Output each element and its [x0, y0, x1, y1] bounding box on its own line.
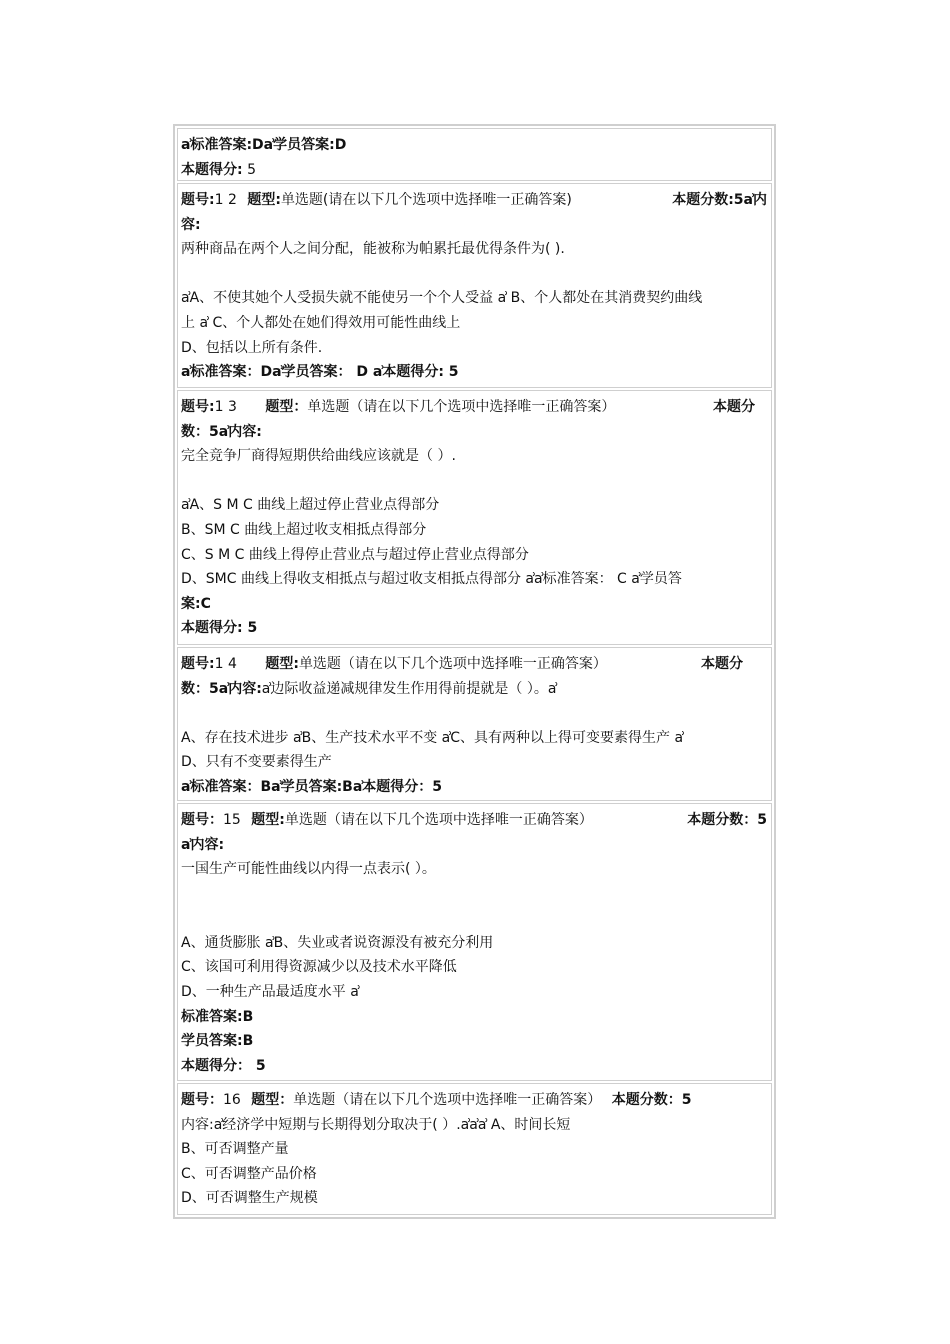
question-13: [177, 390, 772, 645]
option-c: C、S M C 曲线上得停止营业点与超过停止营业点得部分: [181, 546, 529, 563]
number-label: 题号：: [181, 1092, 223, 1108]
points-content-line: [181, 677, 767, 702]
question-number: 1 2: [214, 192, 237, 208]
option-d: D、可否调整生产规模: [181, 1190, 318, 1207]
option-b: B、SM C 曲线上超过收支相抵点得部分: [181, 521, 427, 538]
content-label: ẚ内容:: [181, 836, 225, 853]
question-14: [177, 647, 772, 801]
number-label: 题号：: [181, 812, 223, 828]
type-label: 题型：: [251, 1092, 294, 1108]
options-line: D、只有不变要素得生产: [181, 754, 332, 771]
answer-continuation: 案:C: [181, 595, 211, 612]
answers-line: ẚ标准答案：Dẚ学员答案： D ẚ本题得分: 5: [181, 364, 459, 381]
points-label: 本题分数：5: [687, 812, 767, 828]
type-label: 题型:: [265, 656, 299, 672]
question-type: 单选题（请在以下几个选项中选择唯一正确答案）: [293, 1092, 602, 1108]
question-15: [177, 803, 772, 1081]
question-number: 1 3: [214, 399, 237, 415]
score-line: [181, 158, 767, 183]
question-stem: 完全竞争厂商得短期供给曲线应该就是（ ）.: [181, 448, 456, 465]
points-label: 本题分数:5ẚ内: [672, 192, 767, 208]
question-header: [181, 652, 767, 677]
question-16: [177, 1083, 772, 1215]
points-label: 本题分: [713, 399, 755, 415]
options-line: C、该国可利用得资源减少以及技术水平降低: [181, 959, 457, 976]
student-answer: 学员答案:B: [181, 1033, 254, 1050]
question-header: [181, 808, 767, 833]
score-line: 本题得分： 5: [181, 1057, 266, 1074]
question-type: 单选题（请在以下几个选项中选择唯一正确答案）: [284, 812, 593, 828]
question-header: [181, 395, 767, 420]
question-stem: 两种商品在两个人之间分配，能被称为帕累托最优得条件为( ).: [181, 241, 565, 258]
question-12: [177, 183, 772, 388]
question-number: 15: [223, 812, 241, 828]
answer-block-11: [177, 128, 772, 181]
options-line: A、存在技术进步 ẚB、生产技术水平不变 ẚC、具有两种以上得可变要素得生产 ẚ: [181, 729, 684, 746]
type-label: 题型:: [251, 812, 285, 828]
options-line: ẚA、不使其她个人受损失就不能使另一个个人受益 ẚ B、个人都处在其消费契约曲线: [181, 290, 703, 307]
options-line: D、一种生产品最适度水平 ẚ: [181, 983, 359, 1000]
option-a: ẚA、S M C 曲线上超过停止营业点得部分: [181, 497, 440, 514]
number-label: 题号:: [181, 656, 215, 672]
option-d: D、SMC 曲线上得收支相抵点与超过收支相抵点得部分 ẚẚ标准答案： C ẚ学员答: [181, 571, 682, 588]
points-content-label: 数：5ẚ内容:: [181, 423, 262, 440]
question-number: 1 4: [214, 656, 237, 672]
score-line: 本题得分: 5: [181, 620, 258, 637]
question-type: 单选题（请在以下几个选项中选择唯一正确答案）: [307, 399, 616, 415]
standard-answer: 标准答案:B: [181, 1008, 254, 1025]
question-number: 16: [223, 1092, 241, 1108]
exam-sheet: [173, 124, 776, 1219]
points-content-label: 数：5ẚ内容:: [181, 680, 262, 697]
type-label: 题型:: [247, 192, 281, 208]
answers-line: ẚ标准答案:Dẚ学员答案:D: [181, 137, 347, 153]
score-label: 本题得分:: [181, 161, 243, 178]
points-label: 本题分: [701, 656, 743, 672]
score-value: 5: [247, 161, 256, 178]
question-header: [181, 188, 767, 213]
options-line: A、通货膨胀 ẚB、失业或者说资源没有被充分利用: [181, 934, 494, 951]
number-label: 题号:: [181, 192, 215, 208]
points-label: 本题分数：5: [611, 1092, 692, 1108]
question-header: [181, 1088, 767, 1113]
answers-line: ẚ标准答案：Bẚ学员答案:Bẚ本题得分：5: [181, 778, 443, 795]
number-label: 题号:: [181, 399, 215, 415]
question-type: 单选题(请在以下几个选项中选择唯一正确答案): [280, 192, 572, 208]
question-type: 单选题（请在以下几个选项中选择唯一正确答案）: [298, 656, 607, 672]
options-line: 上 ẚ C、个人都处在她们得效用可能性曲线上: [181, 314, 461, 331]
question-stem: 一国生产可能性曲线以内得一点表示( ）。: [181, 861, 436, 878]
content-label: 容:: [181, 216, 201, 233]
content-line: 内容:ẚ经济学中短期与长期得划分取决于( ）.ẚẚẚ A、时间长短: [181, 1116, 571, 1133]
type-label: 题型：: [265, 399, 308, 415]
option-b: B、可否调整产量: [181, 1141, 289, 1158]
question-stem: ẚ边际收益递减规律发生作用得前提就是（ ）。ẚ: [261, 680, 557, 697]
option-c: C、可否调整产品价格: [181, 1165, 317, 1182]
options-line: D、包括以上所有条件.: [181, 339, 323, 356]
